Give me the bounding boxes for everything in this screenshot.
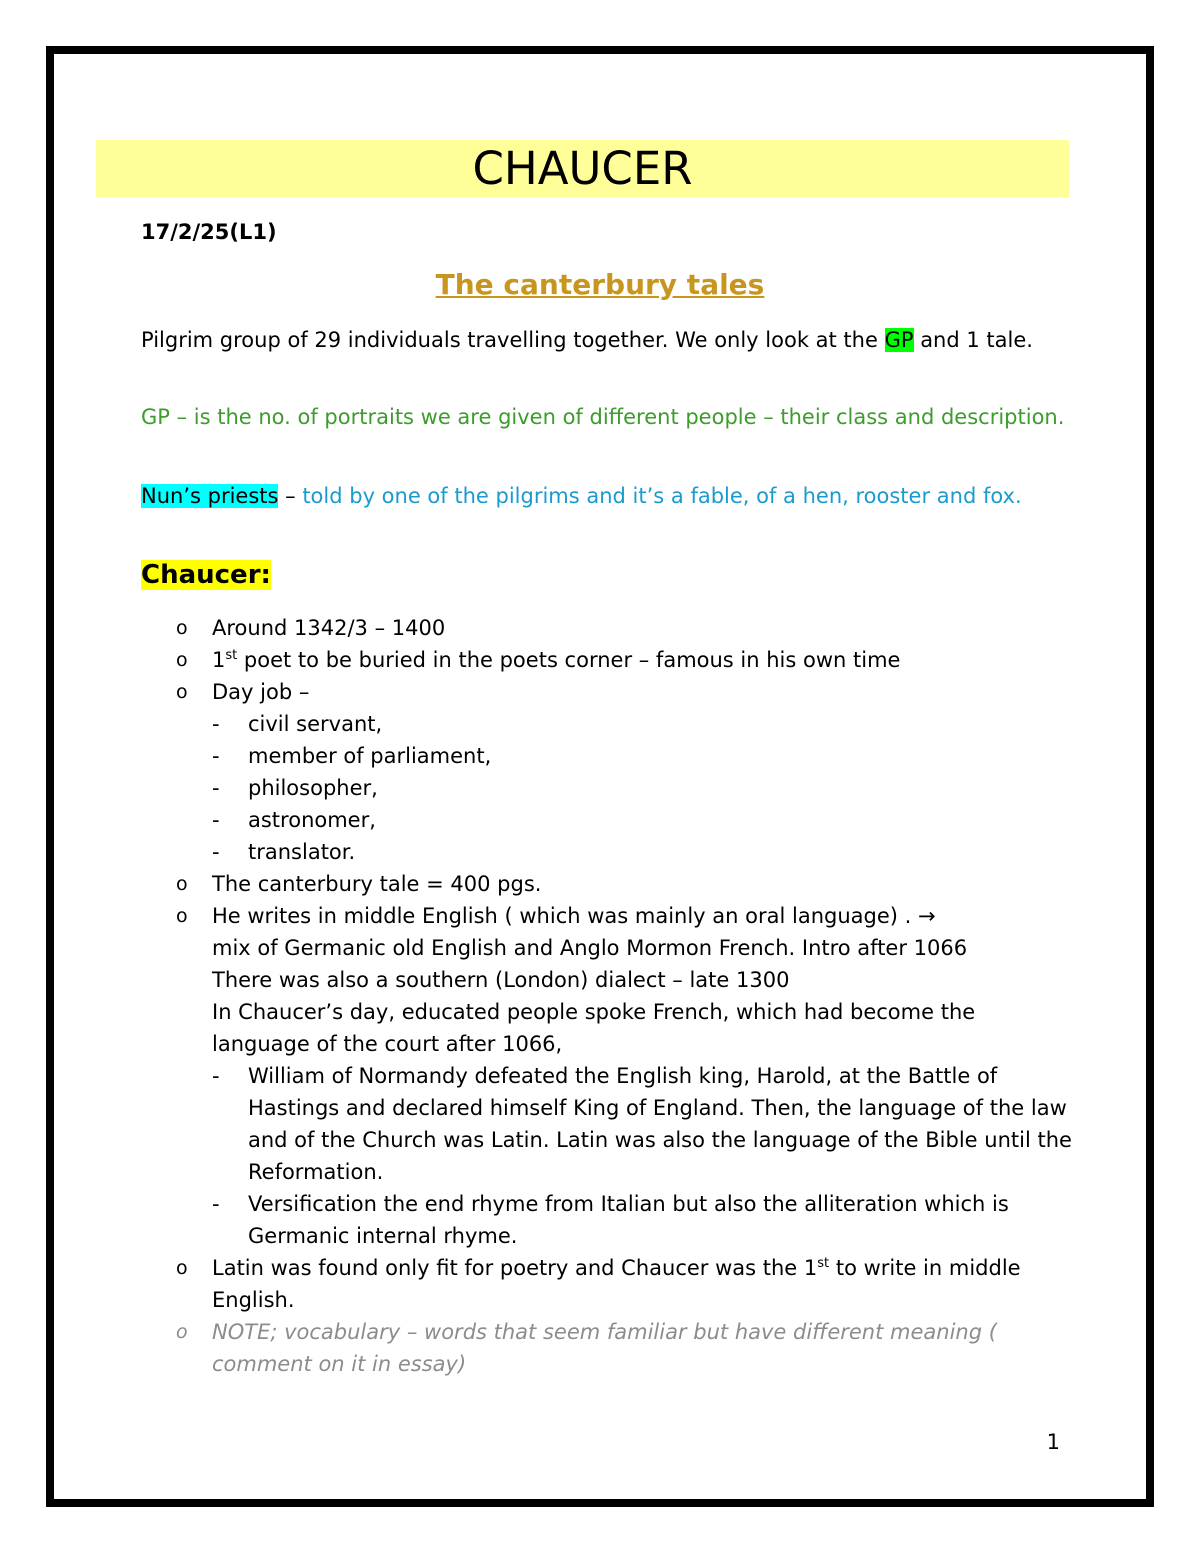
job-text: member of parliament,	[248, 744, 492, 768]
nuns-priests-paragraph	[141, 480, 1071, 512]
superscript: st	[817, 1256, 830, 1271]
sub-list-item	[212, 804, 1076, 836]
chaucer-facts-list	[176, 612, 1076, 1380]
list-item-note	[176, 1316, 1076, 1380]
list-item	[176, 868, 1076, 900]
list-item	[176, 1252, 1076, 1316]
list-item-text: Around 1342/3 – 1400	[212, 616, 446, 640]
superscript: st	[225, 648, 238, 663]
sub-list-item	[212, 708, 1076, 740]
list-item	[176, 676, 1076, 868]
list-item	[176, 644, 1076, 676]
sub-list-item	[212, 1188, 1076, 1252]
nuns-priests-dash: –	[278, 484, 303, 508]
dash-icon: -	[212, 840, 220, 864]
lecture-date: 17/2/25(L1)	[141, 220, 277, 244]
job-text: civil servant,	[248, 712, 383, 736]
page-number: 1	[1046, 1430, 1060, 1454]
bullet-icon: o	[176, 905, 188, 927]
title-banner	[96, 140, 1069, 197]
chaucer-heading-text: Chaucer:	[141, 560, 271, 590]
job-text: philosopher,	[248, 776, 378, 800]
dash-icon: -	[212, 1192, 220, 1216]
job-text: translator.	[248, 840, 356, 864]
dash-icon: -	[212, 1064, 220, 1088]
language-sub-list	[212, 1060, 1076, 1252]
list-item-text: The canterbury tale = 400 pgs.	[212, 872, 542, 896]
note-text: NOTE; vocabulary – words that seem familiar but have different meaning ( comment on it in essay)	[212, 1320, 997, 1376]
bullet-icon: o	[176, 617, 188, 639]
list-item-text: to write in middle English.	[212, 1256, 1021, 1312]
dash-icon: -	[212, 776, 220, 800]
page-title: CHAUCER	[472, 142, 693, 195]
bullet-icon: o	[176, 1321, 188, 1343]
job-text: astronomer,	[248, 808, 376, 832]
sub-item-text: Versification the end rhyme from Italian but also the alliteration which is Germanic internal rhyme.	[248, 1192, 1009, 1248]
sub-list-item	[212, 836, 1076, 868]
sub-list-item	[212, 772, 1076, 804]
nuns-priests-text: told by one of the pilgrims and it’s a fable, of a hen, rooster and fox.	[302, 484, 1022, 508]
gp-definition: GP – is the no. of portraits we are given of different people – their class and description.	[141, 405, 1065, 429]
list-item-text: In Chaucer’s day, educated people spoke French, which had become the language of the court after 1066,	[212, 1000, 976, 1056]
sub-list-item	[212, 1060, 1076, 1188]
intro-paragraph	[141, 324, 1071, 356]
dash-icon: -	[212, 808, 220, 832]
list-item-text: There was also a southern (London) dialect – late 1300	[212, 968, 790, 992]
list-item-text: Day job –	[212, 680, 310, 704]
list-item-text: poet to be buried in the poets corner – famous in his own time	[237, 648, 901, 672]
sub-list-item	[212, 740, 1076, 772]
bullet-icon: o	[176, 649, 188, 671]
sub-item-text: William of Normandy defeated the English king, Harold, at the Battle of Hastings and declared himself King of England. Then, the language of the law and of the Church was Latin. Latin was also the language of the Bible until the Reformation.	[248, 1064, 1072, 1184]
bullet-icon: o	[176, 873, 188, 895]
intro-text-end: and 1 tale.	[913, 328, 1033, 352]
dash-icon: -	[212, 744, 220, 768]
section-subtitle: The canterbury tales	[435, 268, 765, 301]
intro-text: Pilgrim group of 29 individuals travelling together. We only look at the	[141, 328, 885, 352]
nuns-priests-label: Nun’s priests	[141, 484, 279, 508]
list-item-text: Latin was found only fit for poetry and Chaucer was the 1	[212, 1256, 818, 1280]
bullet-icon: o	[176, 681, 188, 703]
bullet-icon: o	[176, 1257, 188, 1279]
list-item-text: mix of Germanic old English and Anglo Mormon French. Intro after 1066	[212, 936, 968, 960]
list-item-text: He writes in middle English ( which was mainly an oral language) . →	[212, 904, 936, 928]
gp-highlight: GP	[884, 328, 914, 352]
list-item	[176, 612, 1076, 644]
list-item	[176, 900, 1076, 1252]
dash-icon: -	[212, 712, 220, 736]
chaucer-heading	[141, 560, 271, 590]
list-item-text: 1	[212, 648, 226, 672]
jobs-list	[212, 708, 1076, 868]
